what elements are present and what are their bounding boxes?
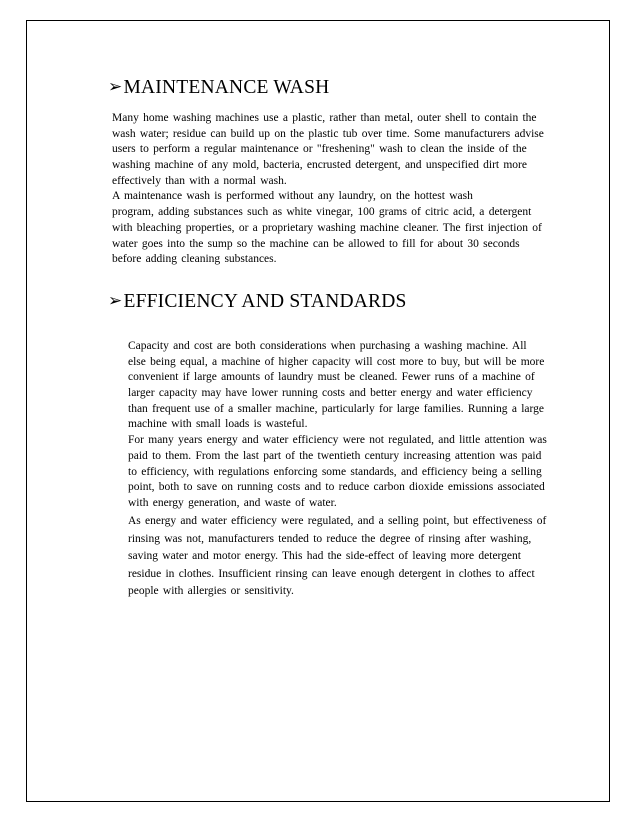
paragraph-line: saving water and motor energy. This had the side-effect of leaving more detergent [128,550,521,563]
paragraph-line: before adding cleaning substances. [112,253,277,266]
paragraph-line: Capacity and cost are both considerations when purchasing a washing machine. All [128,340,527,352]
paragraph-line: water goes into the sump so the machine can be allowed to fill for about 30 seconds [112,237,520,250]
paragraph-line: convenient if large amounts of laundry must be cleaned. Fewer runs of a machine of [128,371,535,384]
paragraph-line: than frequent use of a smaller machine, particularly for large families. Running a large [128,402,544,415]
paragraph-line: residue in clothes. Insufficient rinsing can leave enough detergent in clothes to affect [128,567,535,580]
paragraph-line: For many years energy and water efficiency were not regulated, and little attention was [128,434,547,447]
section-heading-maintenance-wash [108,78,329,98]
paragraph-line: Many home washing machines use a plastic, rather than metal, outer shell to contain the [112,112,537,124]
section-heading-efficiency-and-standards [108,292,407,312]
paragraph-line: with energy generation, and waste of water. [128,496,337,509]
section-heading-text: EFFICIENCY AND STANDARDS [123,291,407,312]
paragraph-line: washing machine of any mold, bacteria, encrusted detergent, and unspecified dirt more [112,159,527,172]
paragraph-line: A maintenance wash is performed without any laundry, on the hottest wash [112,190,473,203]
section-heading-text: MAINTENANCE WASH [123,77,330,98]
maintenance-wash-paragraph [112,111,544,268]
paragraph-line: wash water; residue can build up on the plastic tub over time. Some manufacturers advise [112,127,544,140]
paragraph-line: As energy and water efficiency were regulated, and a selling point, but effectiveness of [128,515,547,527]
paragraph-line: else being equal, a machine of higher capacity will cost more to buy, but will be more [128,355,545,368]
paragraph-line: paid to them. From the last part of the twentieth century increasing attention was paid [128,449,542,462]
paragraph-line: point, both to save on running costs and to reduce carbon dioxide emissions associated [128,481,545,494]
paragraph-line: effectively than with a normal wash. [112,174,287,187]
arrow-bullet-icon: ➢ [108,77,123,97]
efficiency-paragraph-2 [128,513,546,601]
paragraph-line: program, adding substances such as white vinegar, 100 grams of citric acid, a detergent [112,206,532,219]
paragraph-line: rinsing was not, manufacturers tended to reduce the degree of rinsing after washing, [128,532,532,545]
arrow-bullet-icon: ➢ [108,291,123,311]
paragraph-line: larger capacity may have lower running costs and better energy and water efficiency [128,387,533,400]
paragraph-line: users to perform a regular maintenance or "freshening" wash to clean the inside of the [112,143,527,156]
paragraph-line: machine with small loads is wasteful. [128,418,308,431]
paragraph-line: to efficiency, with regulations enforcing some standards, and efficiency being a selling [128,465,542,478]
paragraph-line: people with allergies or sensitivity. [128,585,294,598]
paragraph-line: with bleaching properties, or a proprietary washing machine cleaner. The first injection of [112,221,542,234]
efficiency-paragraph-1 [128,339,547,512]
